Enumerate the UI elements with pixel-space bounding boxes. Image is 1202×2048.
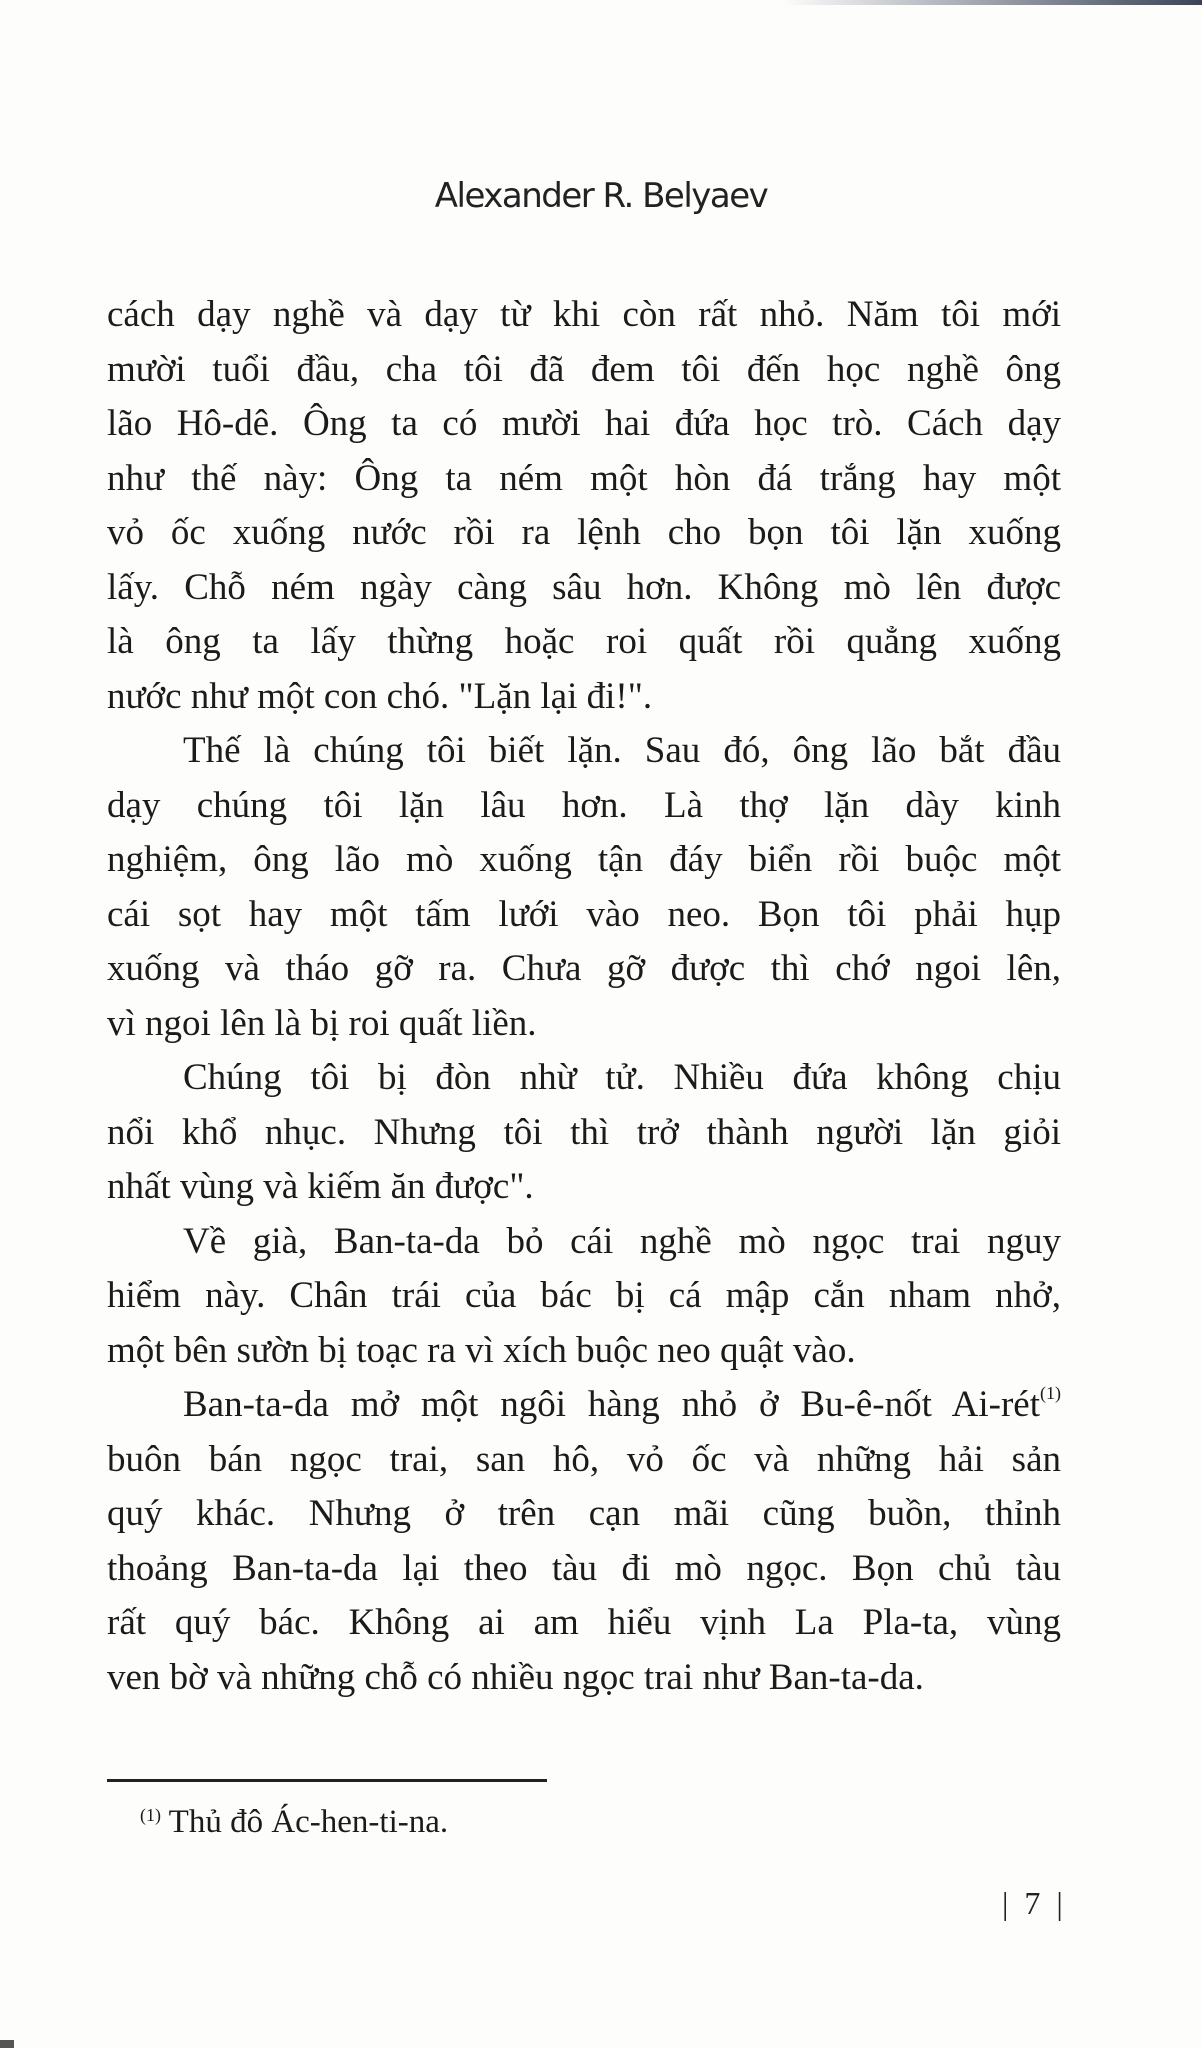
text-line: quý khác. Nhưng ở trên cạn mãi cũng buồn, thỉnh	[107, 1493, 1061, 1534]
text-line: buôn bán ngọc trai, san hô, vỏ ốc và những hải sản	[107, 1438, 1061, 1480]
text-line: như thế này: Ông ta ném một hòn đá trắng hay một	[107, 457, 1061, 499]
text-line: hiểm này. Chân trái của bác bị cá mập cắn nham nhở,	[107, 1275, 1061, 1316]
footnote	[140, 1800, 448, 1844]
text-line: Về già, Ban-ta-da bỏ cái nghề mò ngọc trai nguy	[183, 1220, 1061, 1262]
text-line: một bên sườn bị toạc ra vì xích buộc neo quật vào.	[107, 1329, 856, 1371]
text-line: nghiệm, ông lão mò xuống tận đáy biển rồi buộc một	[107, 839, 1061, 880]
footnote-rule	[107, 1779, 547, 1782]
text-line: dạy chúng tôi lặn lâu hơn. Là thợ lặn dày kinh	[107, 784, 1061, 826]
text-line: Chúng tôi bị đòn nhừ tử. Nhiều đứa không chịu	[183, 1057, 1061, 1098]
text-line: lão Hô-dê. Ông ta có mười hai đứa học trò. Cách dạy	[107, 403, 1061, 444]
text-line: Ban-ta-da mở một ngôi hàng nhỏ ở Bu-ê-nốt Ai-rét$^{(1)}$	[183, 1383, 1061, 1425]
text-line: nhất vùng và kiếm ăn được".	[107, 1166, 534, 1207]
scan-edge	[782, 0, 1202, 5]
footnote-ref: (1)	[1040, 1383, 1061, 1403]
text-line: vỏ ốc xuống nước rồi ra lệnh cho bọn tôi lặn xuống	[107, 512, 1061, 553]
text-line: lấy. Chỗ ném ngày càng sâu hơn. Không mò lên được	[107, 566, 1061, 608]
text-line: mười tuổi đầu, cha tôi đã đem tôi đến học nghề ông	[107, 348, 1061, 390]
text-line: Thế là chúng tôi biết lặn. Sau đó, ông lão bắt đầu	[183, 730, 1061, 771]
text-line: vì ngoi lên là bị roi quất liền.	[107, 1002, 537, 1044]
text-line: cách dạy nghề và dạy từ khi còn rất nhỏ. Năm tôi mới	[107, 294, 1061, 335]
text-line: thoảng Ban-ta-da lại theo tàu đi mò ngọc. Bọn chủ tàu	[107, 1547, 1061, 1589]
text-line: nước như một con chó. "Lặn lại đi!".	[107, 675, 653, 717]
footnote-text: Thủ đô Ác-hen-ti-na.	[168, 1804, 449, 1840]
text-line: xuống và tháo gỡ ra. Chưa gỡ được thì chớ ngoi lên,	[107, 948, 1061, 989]
footnote-marker: (1)	[140, 1805, 161, 1825]
running-head: Alexander R. Belyaev	[434, 176, 768, 216]
text-line: là ông ta lấy thừng hoặc roi quất rồi quẳng xuống	[107, 621, 1061, 662]
text-line: ven bờ và những chỗ có nhiều ngọc trai như Ban-ta-da.	[107, 1656, 924, 1698]
page-number: | 7 |	[1002, 1885, 1067, 1921]
text-line: cái sọt hay một tấm lưới vào neo. Bọn tôi phải hụp	[107, 893, 1061, 935]
body-text	[107, 288, 1061, 1705]
text-line: nổi khổ nhục. Nhưng tôi thì trở thành người lặn giỏi	[107, 1111, 1061, 1153]
text-line: rất quý bác. Không ai am hiểu vịnh La Pla-ta, vùng	[107, 1602, 1061, 1643]
scan-edge-corner	[0, 2040, 14, 2048]
